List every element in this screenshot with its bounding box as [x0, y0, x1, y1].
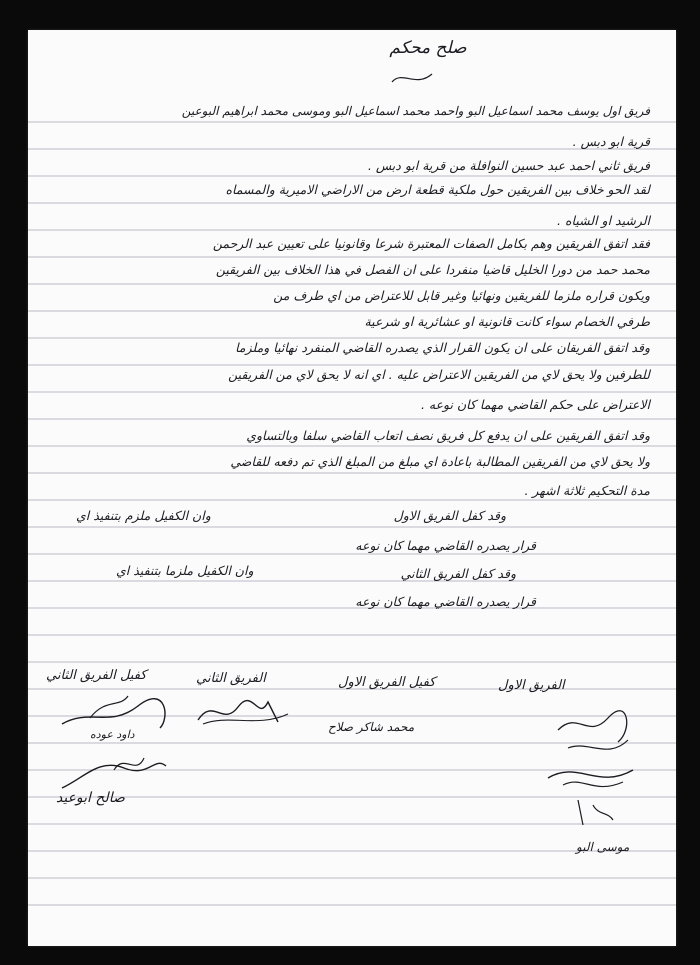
body-line-3: فريق ثاني احمد عبد حسين النوافلة من قرية ابو دبس . — [367, 158, 650, 173]
document-title: صلح محكم — [389, 38, 467, 58]
body-line-4: لقد الحو خلاف بين الفريقين حول ملكية قطعة ارض من الاراضي الاميرية والمسماه — [225, 182, 650, 197]
signature-scrawl-second-guarantor-2 — [54, 748, 174, 798]
signature-scrawl-second-party — [188, 692, 298, 732]
signature-scrawl-second-guarantor — [50, 688, 180, 738]
label-second-party-guarantor: كفيل الفريق الثاني — [46, 668, 147, 683]
body-line-7: محمد حمد من دورا الخليل قاضيا منفردا على ان الفصل في هذا الخلاف بين الفريقين — [215, 262, 650, 277]
label-second-party: الفريق الثاني — [196, 671, 266, 686]
signature-name-second-guarantor: داود عوده — [90, 728, 135, 741]
body-line-15: مدة التحكيم ثلاثة اشهر . — [524, 483, 650, 498]
body-line-2: قرية ابو دبس . — [572, 134, 650, 149]
body-line-6: فقد اتفق الفريقين وهم بكامل الصفات المعتبرة شرعا وقانونيا على تعيين عبد الرحمن — [212, 236, 650, 251]
body-line-10: وقد اتفق الفريقان على ان يكون القرار الذي يصدره القاضي المنفرد نهائيا وملزما — [235, 340, 650, 355]
body-line-19: قرار يصدره القاضي مهما كان نوعه — [355, 594, 536, 609]
body-line-14: ولا يحق لاي من الفريقين المطالبة باعادة اي مبلغ من المبلغ الذي تم دفعه للقاضي — [230, 454, 650, 469]
signature-name-first-party: موسى البو — [576, 840, 630, 854]
left-note-2: وان الكفيل ملزما بتنفيذ اي — [116, 563, 254, 578]
body-line-13: وقد اتفق الفريقين على ان يدفع كل فريق نصف اتعاب القاضي سلفا وبالتساوي — [246, 428, 650, 443]
body-line-8: ويكون قراره ملزما للفريقين ونهائيا وغير قابل للاعتراض من اي طرف من — [273, 288, 650, 303]
body-line-5: الرشيد او الشياه . — [557, 213, 650, 228]
document-page — [28, 30, 676, 946]
signature-name-first-guarantor: محمد شاكر صلاح — [328, 720, 415, 734]
label-first-party: الفريق الاول — [498, 678, 565, 693]
signature-scrawl-first-party — [538, 700, 648, 860]
body-line-9: طرفي الخصام سواء كانت قانونية او عشائرية او شرعية — [364, 314, 650, 329]
body-line-1: فريق اول يوسف محمد اسماعيل البو واحمد محمد اسماعيل البو وموسى محمد ابراهيم البوعين — [181, 104, 650, 118]
body-line-11: للطرفين ولا يحق لاي من الفريقين الاعتراض عليه . اي انه لا يحق لاي من الفريقين — [228, 367, 650, 382]
body-line-16: وقد كفل الفريق الاول — [393, 508, 506, 523]
title-flourish — [388, 68, 438, 88]
left-note-1: وان الكفيل ملزم بتنفيذ اي — [76, 508, 211, 523]
body-line-12: الاعتراض على حكم القاضي مهما كان نوعه . — [420, 397, 650, 412]
label-first-party-guarantor: كفيل الفريق الاول — [338, 675, 436, 690]
body-line-17: قرار يصدره القاضي مهما كان نوعه — [355, 538, 536, 553]
body-line-18: وقد كفل الفريق الثاني — [400, 566, 516, 581]
signature-name-second-guarantor-2: صالح ابوعيد — [56, 790, 125, 806]
